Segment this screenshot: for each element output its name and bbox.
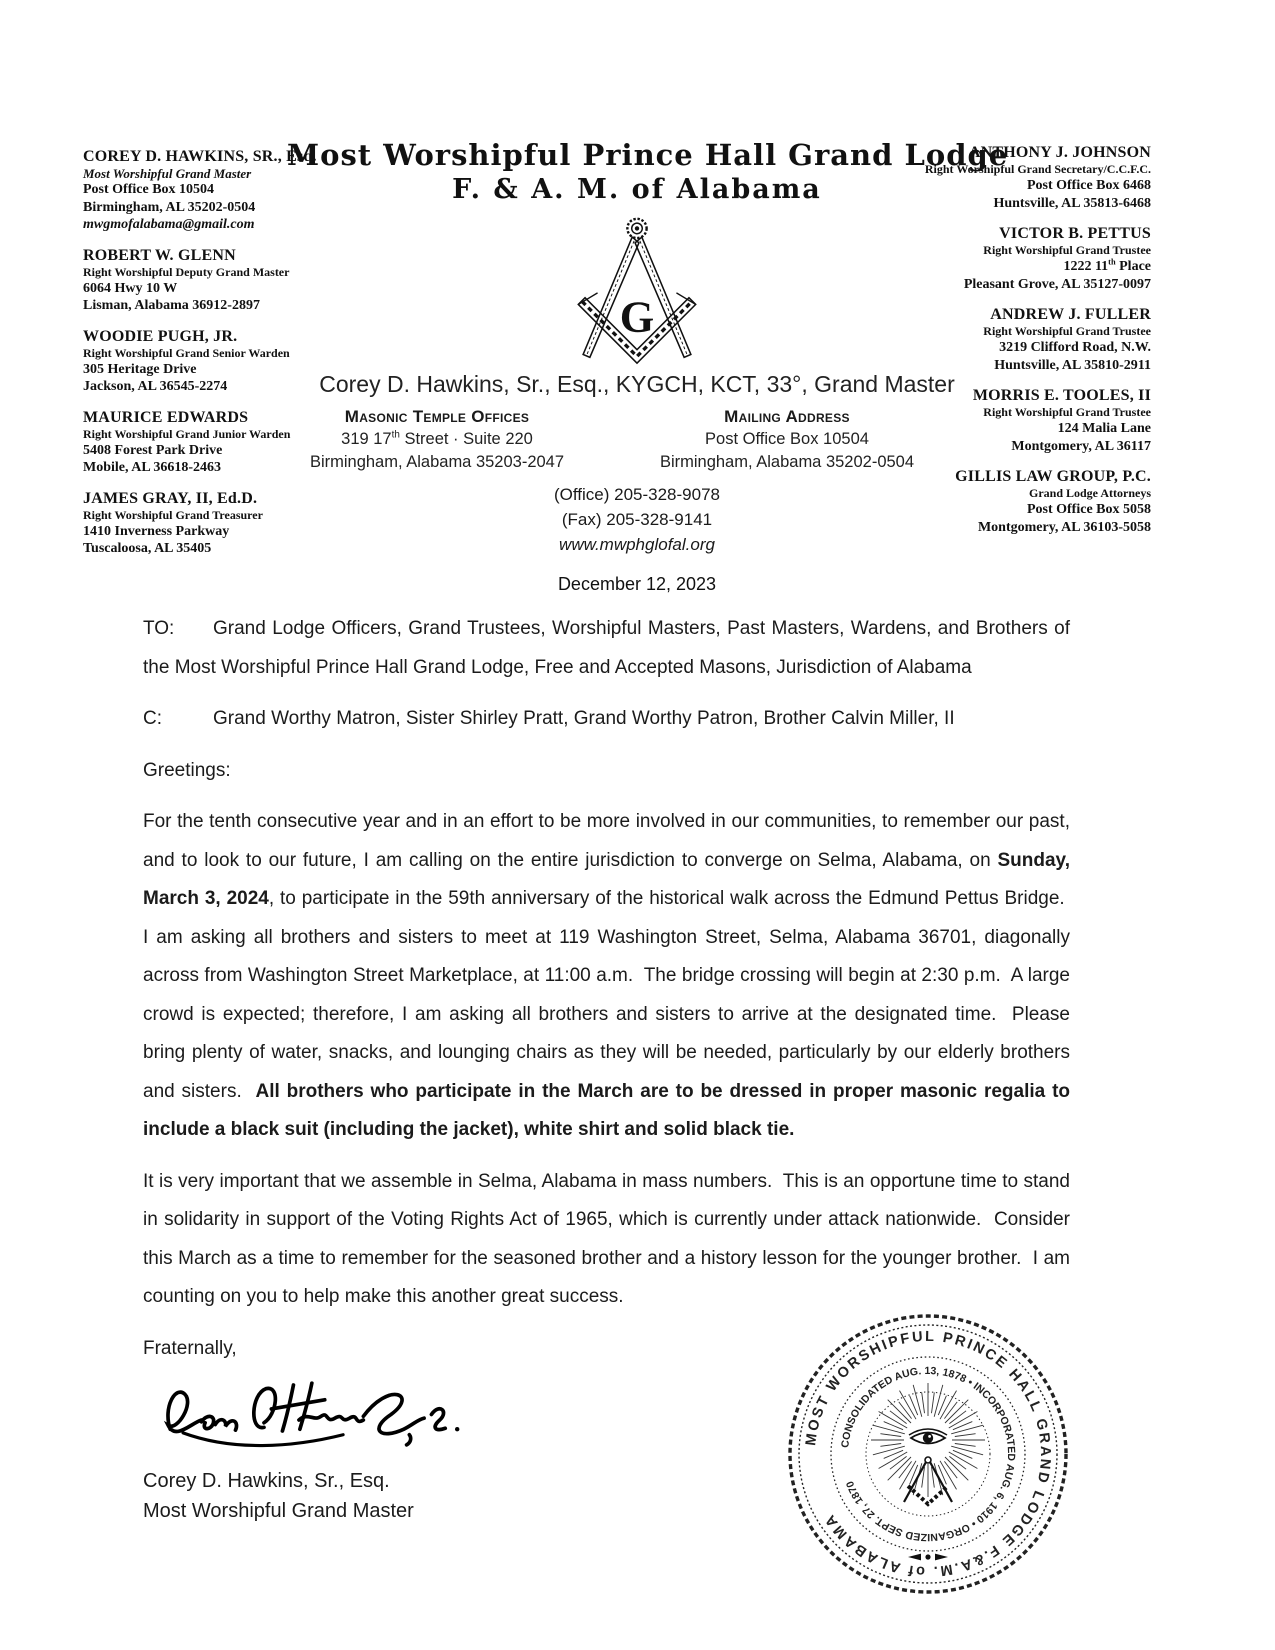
officer-address-line: Birmingham, AL 35202-0504 — [83, 199, 256, 215]
officer-name: GILLIS LAW GROUP, P.C. — [955, 468, 1151, 485]
officer-name: MAURICE EDWARDS — [83, 408, 249, 426]
officer-address-line: Montgomery, AL 36103-5058 — [977, 519, 1151, 535]
cc-label: C: — [143, 708, 162, 729]
officer-address-line: Huntsville, AL 35813-6468 — [993, 195, 1151, 211]
p1-bold-date: Sunday, March 3, 2024 — [143, 849, 1070, 909]
lodge-title-line1: Most Worshipful Prince Hall Grand Lodge — [287, 138, 1009, 172]
grand-master-name-line: Corey D. Hawkins, Sr., Esq., KYGCH, KCT, 33°, Grand Master — [319, 371, 955, 397]
officer-title: Right Worshipful Grand Trustee — [983, 324, 1151, 338]
officer-address-line: Mobile, AL 36618-2463 — [83, 460, 222, 475]
temple-offices-block — [287, 406, 587, 474]
officer-name: ANTHONY J. JOHNSON — [968, 144, 1151, 161]
officer-title: Right Worshipful Grand Senior Warden — [83, 345, 290, 360]
temple-offices-line1: 319 17th Street · Suite 220 — [341, 429, 533, 448]
paragraph-1 — [143, 803, 1070, 1150]
officer-title: Right Worshipful Grand Secretary/C.C.F.C. — [924, 162, 1151, 176]
officer-address-line: 305 Heritage Drive — [83, 361, 197, 377]
office-phone: (Office) 205-328-9078 — [553, 485, 720, 504]
p1-text-2: , to participate in the 59th anniversary of the historical walk across the Edmund Pettus Bridge. I am asking all brothers and sisters to meet at 119 Washington Street, Selma, Alabama 36701, diagonally across from Washington Street Marketplace, at 11:00 a.m. The bridge crossing will begin at 2:30 p.m. A large crowd is expected; therefore, I am asking all brothers and sisters to arrive at the designated time. Please bring plenty of water, snacks, and lounging chairs as they will be needed, particularly by our elderly brothers and sisters. — [143, 888, 1070, 1102]
officer-address-line: 6064 Hwy 10 W — [83, 280, 178, 296]
officer-address-line: 124 Malia Lane — [1057, 421, 1151, 436]
officer-address-line: Post Office Box 6468 — [1026, 178, 1151, 193]
to-paragraph — [143, 610, 1070, 687]
mailing-address-heading: Mailing Address — [724, 407, 850, 426]
officer-address-line: Pleasant Grove, AL 35127-0097 — [963, 276, 1151, 292]
square-and-compasses-icon — [562, 214, 712, 366]
lodge-title-line2: F. & A. M. of Alabama — [452, 174, 822, 205]
p1-text-1: For the tenth consecutive year and in an effort to be more involved in our communities, to remember our past, and to look to our future, I am calling on the entire jurisdiction to converge on Selma, Alabama, on — [143, 811, 1070, 871]
cc-paragraph — [143, 700, 1070, 739]
seal-bottom-ornament — [908, 1554, 948, 1561]
greeting-line: Greetings: — [143, 759, 231, 781]
paragraph-2: It is very important that we assemble in Selma, Alabama in mass numbers. This is an opportune time to stand in solidarity in support of the Voting Rights Act of 1965, which is currently under attack nationwide. Consider this March as a time to remember for the seasoned brother and a history lesson for the younger brother. I am counting on you to help make this another great success. — [143, 1170, 1070, 1307]
signature-title: Most Worshipful Grand Master — [143, 1500, 414, 1522]
officer-address-line: Montgomery, AL 36117 — [1011, 438, 1151, 454]
letter-date: December 12, 2023 — [557, 574, 717, 594]
officer-name: JAMES GRAY, II, Ed.D. — [83, 489, 258, 507]
to-label: TO: — [143, 618, 175, 639]
officer-title: Right Worshipful Grand Trustee — [983, 243, 1151, 257]
officer-address-line: Post Office Box 10504 — [83, 182, 215, 197]
officer-address-line: 5408 Forest Park Drive — [83, 442, 223, 458]
officer-address-line: Tuscaloosa, AL 35405 — [83, 541, 212, 556]
officer-title: Right Worshipful Deputy Grand Master — [83, 264, 290, 279]
officer-name: MORRIS E. TOOLES, II — [972, 387, 1151, 404]
signature-name: Corey D. Hawkins, Sr., Esq. — [143, 1470, 390, 1492]
temple-offices-line2: Birmingham, Alabama 35203-2047 — [309, 453, 565, 471]
officer-name: WOODIE PUGH, JR. — [83, 327, 238, 345]
officer-name: ANDREW J. FULLER — [990, 306, 1151, 323]
grand-lodge-seal-icon — [782, 1308, 1074, 1600]
officer-title: Right Worshipful Grand Treasurer — [83, 507, 263, 522]
mailing-address-line2: Birmingham, Alabama 35202-0504 — [659, 453, 915, 471]
contact-block — [287, 482, 987, 557]
temple-offices-heading: Masonic Temple Offices — [344, 407, 530, 426]
officer-address-line: Jackson, AL 36545-2274 — [83, 379, 228, 394]
officer-address-line: 1222 11th Place — [1063, 257, 1151, 274]
officer-title: Right Worshipful Grand Trustee — [983, 405, 1151, 419]
officer-address-line: 3219 Clifford Road, N.W. — [999, 340, 1151, 355]
officer-address-line: Lisman, Alabama 36912-2897 — [83, 298, 260, 313]
p1-bold-dress-code: All brothers who participate in the March are to be dressed in proper masonic regalia to include a black suit (including the jacket), white shirt and solid black tie. — [143, 1080, 1070, 1140]
officer-title: Right Worshipful Grand Junior Warden — [83, 426, 291, 441]
officer-title: Most Worshipful Grand Master — [83, 166, 252, 181]
fax-number: (Fax) 205-328-9141 — [561, 510, 713, 529]
officer-name: VICTOR B. PETTUS — [999, 225, 1151, 242]
officer-address-line: Huntsville, AL 35810-2911 — [994, 357, 1151, 373]
cc-text: Grand Worthy Matron, Sister Shirley Pratt, Grand Worthy Patron, Brother Calvin Miller, II — [213, 708, 955, 729]
all-seeing-eye-icon — [909, 1429, 947, 1444]
officer-address-line: Post Office Box 5058 — [1026, 502, 1151, 517]
officer-name: ROBERT W. GLENN — [83, 246, 236, 264]
to-text: Grand Lodge Officers, Grand Trustees, Worshipful Masters, Past Masters, Wardens, and Brothers of the Most Worshipful Prince Hall Grand Lodge, Free and Accepted Masons, Jurisdiction of Alabama — [143, 618, 1070, 678]
seal-outer-text: MOST WORSHIPFUL PRINCE HALL GRAND LODGE F.&A.M. of ALABAMA — [803, 1328, 1054, 1580]
svg-text:G: G — [619, 292, 655, 342]
mailing-address-block — [587, 406, 987, 474]
officer-email: mwgmofalabama@gmail.com — [83, 217, 255, 232]
officer-name: COREY D. HAWKINS, SR., Esq. — [83, 148, 317, 165]
seal-inner-text: CONSOLIDATED AUG. 13, 1878 • INCORPORATED AUG. 6, 1910 • ORGANIZED SEPT. 27, 1870 — [839, 1364, 1018, 1544]
address-row — [287, 406, 987, 474]
website-url: www.mwphglofal.org — [559, 535, 715, 554]
officer-title: Grand Lodge Attorneys — [1028, 486, 1151, 500]
mailing-address-line1: Post Office Box 10504 — [705, 430, 869, 448]
letterhead-center — [287, 138, 1009, 595]
closing-word: Fraternally, — [143, 1337, 237, 1359]
officer-address-line: 1410 Inverness Parkway — [83, 523, 230, 539]
